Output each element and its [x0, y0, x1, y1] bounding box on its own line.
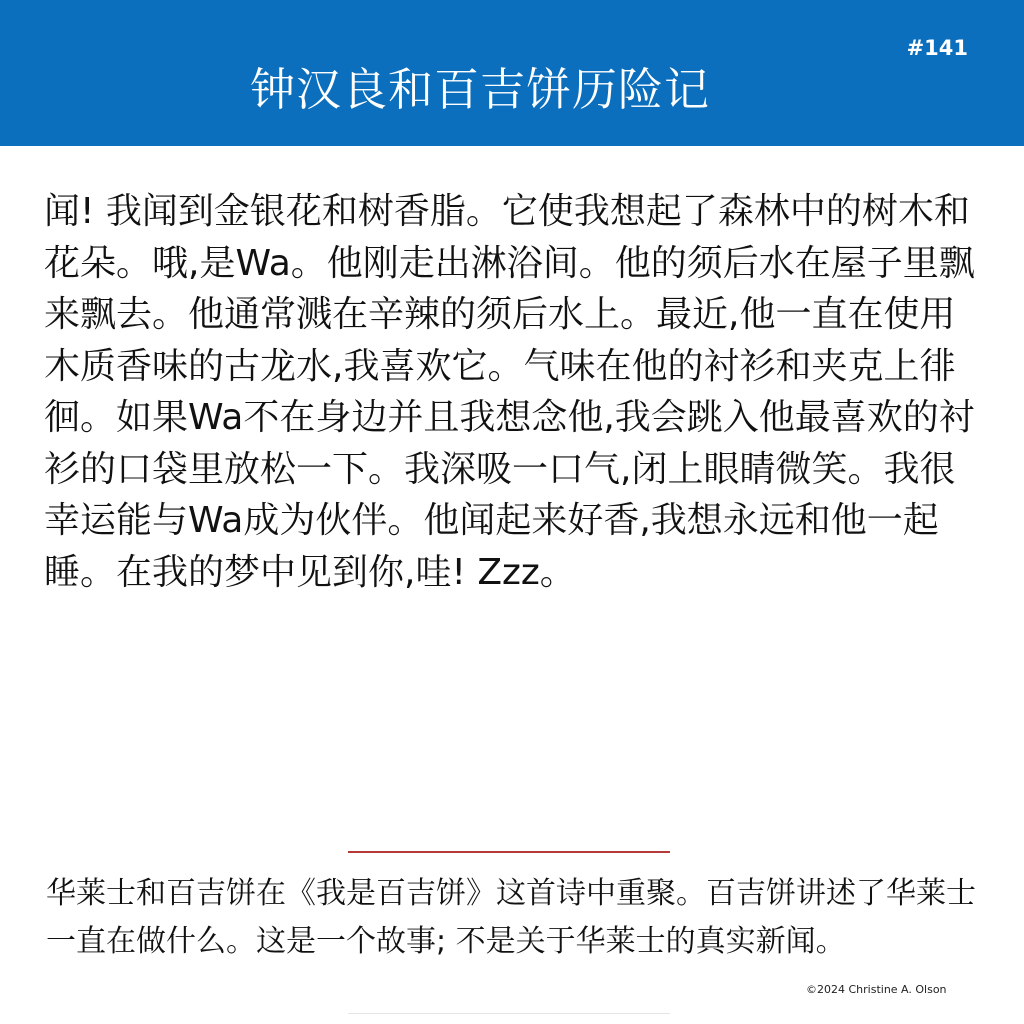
title-banner [0, 0, 1024, 146]
section-divider [348, 851, 670, 853]
copyright-notice: ©2024 Christine A. Olson [806, 983, 947, 996]
bottom-rule [348, 1013, 670, 1014]
context-note: 华莱士和百吉饼在《我是百吉饼》这首诗中重聚。百吉饼讲述了华莱士一直在做什么。这是一个故事; 不是关于华莱士的真实新闻。 [46, 876, 976, 959]
page-title: 钟汉良和百吉饼历险记 [249, 63, 710, 116]
episode-number: #141 [906, 36, 968, 60]
story-text: 闻! 我闻到金银花和树香脂。它使我想起了森林中的树木和花朵。哦,是Wa。他刚走出淋浴间。他的须后水在屋子里飘来飘去。他通常溅在辛辣的须后水上。最近,他一直在使用木质香味的古龙水,我喜欢它。气味在他的衬衫和夹克上徘徊。如果Wa不在身边并且我想念他,我会跳入他最喜欢的衬衫的口袋里放松一下。我深吸一口气,闭上眼睛微笑。我很幸运能与Wa成为伙伴。他闻起来好香,我想永远和他一起睡。在我的梦中见到你,哇! Zzz。 [44, 191, 975, 593]
